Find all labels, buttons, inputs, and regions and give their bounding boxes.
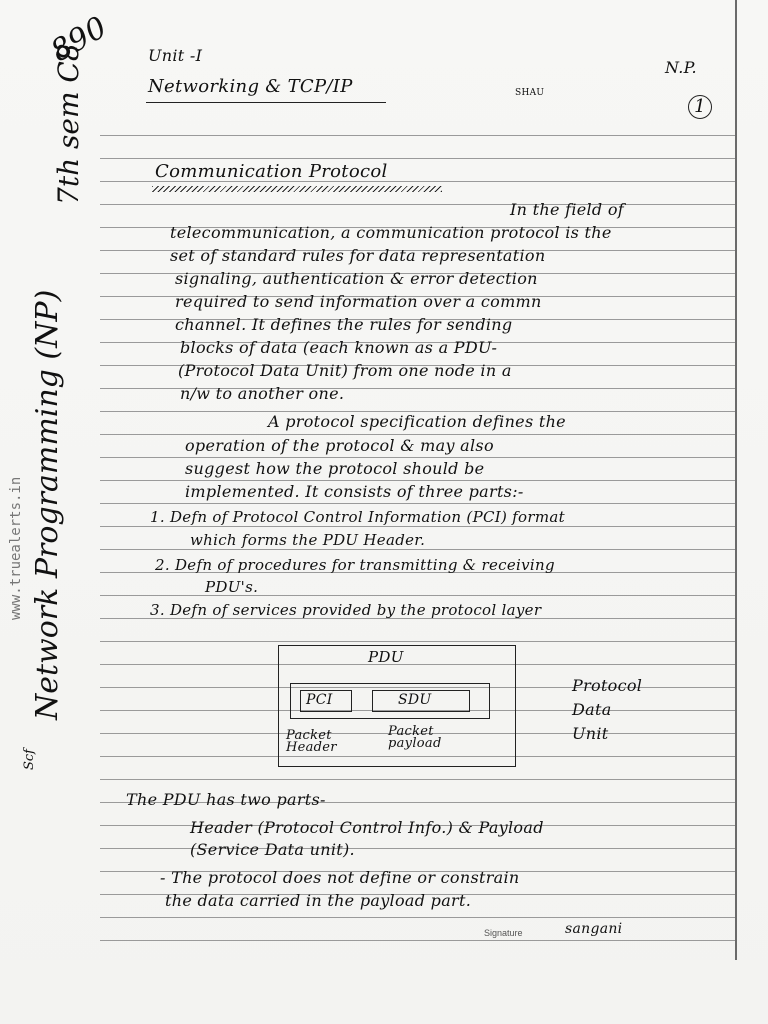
body-line: 2. Defn of procedures for transmitting & receiving bbox=[155, 556, 555, 574]
unit-title: Networking & TCP/IP bbox=[148, 76, 353, 97]
shau-mark: SHAU bbox=[515, 88, 545, 98]
ruled-line bbox=[100, 480, 735, 481]
data-label: Data bbox=[572, 700, 612, 719]
ruled-line bbox=[100, 158, 735, 159]
side-number: 890 bbox=[45, 9, 114, 70]
pci-label: PCI bbox=[306, 692, 333, 708]
body-line: signaling, authentication & error detection bbox=[175, 269, 538, 288]
bottom-line: - The protocol does not define or constrain bbox=[160, 868, 520, 887]
side-website: www.truealerts.in bbox=[8, 476, 24, 620]
bottom-line: Header (Protocol Control Info.) & Payload bbox=[190, 818, 544, 837]
unit-label-diagram: Unit bbox=[572, 724, 609, 743]
body-line: operation of the protocol & may also bbox=[185, 436, 494, 455]
ruled-line bbox=[100, 595, 735, 596]
body-line: which forms the PDU Header. bbox=[190, 531, 426, 549]
ruled-line bbox=[100, 549, 735, 550]
body-line: required to send information over a commn bbox=[175, 292, 542, 311]
ruled-line bbox=[100, 641, 735, 642]
body-line: channel. It defines the rules for sending bbox=[175, 315, 513, 334]
body-line: 3. Defn of services provided by the protocol layer bbox=[150, 601, 542, 619]
body-line: In the field of bbox=[510, 200, 625, 219]
ruled-line bbox=[100, 503, 735, 504]
packet-payload-label: Packet payload bbox=[388, 724, 442, 751]
bottom-line: the data carried in the payload part. bbox=[165, 891, 472, 910]
signature-label: Signature bbox=[484, 928, 523, 938]
body-line: n/w to another one. bbox=[180, 384, 345, 403]
packet-header-label: Packet Header bbox=[286, 728, 337, 755]
bottom-line: (Service Data unit). bbox=[190, 840, 355, 859]
bottom-line: The PDU has two parts- bbox=[126, 790, 326, 809]
heading-wavy-underline bbox=[152, 186, 442, 192]
section-heading: Communication Protocol bbox=[155, 161, 388, 182]
protocol-label: Protocol bbox=[572, 676, 643, 695]
ruled-line bbox=[100, 434, 735, 435]
ruled-line bbox=[100, 917, 735, 918]
ruled-line bbox=[100, 135, 735, 136]
side-subject: Network Programming (NP) bbox=[30, 289, 65, 720]
side-sem-note: 7th sem C8 bbox=[52, 43, 85, 205]
body-line: telecommunication, a communication protocol is the bbox=[170, 223, 612, 242]
pdu-label: PDU bbox=[368, 648, 404, 666]
ruled-line bbox=[100, 526, 735, 527]
title-underline bbox=[146, 102, 386, 103]
np-mark: N.P. bbox=[665, 58, 697, 77]
body-line: implemented. It consists of three parts:- bbox=[185, 482, 524, 501]
body-line: (Protocol Data Unit) from one node in a bbox=[178, 361, 512, 380]
signature-name: sangani bbox=[565, 921, 623, 937]
ruled-line bbox=[100, 457, 735, 458]
page-number: 1 bbox=[688, 95, 712, 119]
body-line: set of standard rules for data representation bbox=[170, 246, 546, 265]
unit-label: Unit -I bbox=[148, 46, 203, 65]
margin-line bbox=[735, 0, 737, 960]
body-line: 1. Defn of Protocol Control Information (PCI) format bbox=[150, 508, 565, 526]
side-tag: Scf bbox=[22, 749, 37, 770]
body-line: PDU's. bbox=[205, 578, 259, 596]
ruled-line bbox=[100, 940, 735, 941]
ruled-line bbox=[100, 779, 735, 780]
body-line: blocks of data (each known as a PDU- bbox=[180, 338, 498, 357]
sdu-label: SDU bbox=[398, 692, 432, 708]
body-line: suggest how the protocol should be bbox=[185, 459, 485, 478]
body-line: A protocol specification defines the bbox=[268, 412, 566, 431]
ruled-line bbox=[100, 204, 735, 205]
